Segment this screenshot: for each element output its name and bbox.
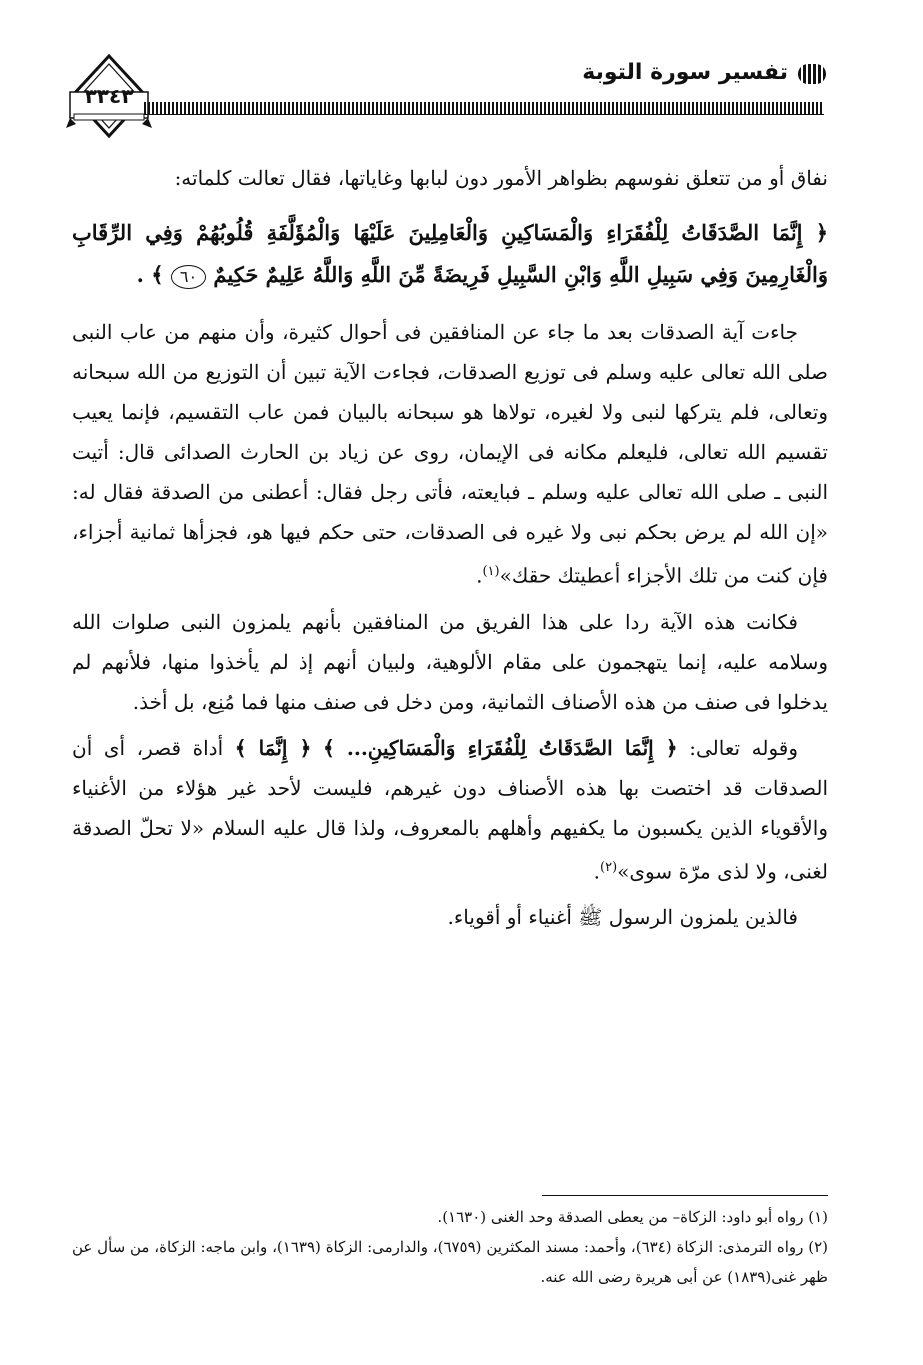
quoted-word-innama: ﴿ إِنَّمَا ﴾ [234, 735, 312, 760]
paragraph-4-end: . [593, 859, 600, 884]
page-number: ٣٣٤٣ [84, 84, 134, 108]
paragraph-2-text: جاءت آية الصدقات بعد ما جاء عن المنافقين فى أحوال كثيرة، وأن منهم من عاب النبى صلى الله تعالى عليه وسلم فى توزيع الصدقات، فجاءت الآية تبين أن التوزيع من الله سبحانه وتعالى، فلم يتركها لنبى ولا لغيره، تولاها هو سبحانه بالبيان فمن عاب التقسيم، فإنما يعيب تقسيم الله تعالى، فليعلم مكانه فى الإيمان، روى عن زياد بن الحارث الصدائى قال: أتيت النبى ـ صلى الله تعالى عليه وسلم ـ فبايعته، فأتى رجل فقال: أعطنى من الصدقة فقال له: «إن الله لم يرض بحكم نبى ولا غيره فى الصدقات، حتى حكم فيها هو، فجزأها ثمانية أجزاء، فإن كنت من تلك الأجزاء أعطيتك حقك» [72, 320, 828, 588]
paragraph-4 [72, 728, 828, 892]
header-rule [144, 102, 824, 114]
ayah-number: ٦٠ [171, 265, 206, 289]
footnote-2: (٢) رواه الترمذى: الزكاة (٦٣٤)، وأحمد: مسند المكثرين (٦٧٥٩)، والدارمى: الزكاة (١٦٣٩)، وابن ماجه: الزكاة، من سأل عن ظهر غنى(١٨٣٩) عن أبى هريرة رضى الله عنه. [72, 1238, 828, 1286]
paragraph-5: فالذين يلمزون الرسول ﷺ أغنياء أو أقوياء. [447, 905, 798, 930]
footnote-divider [542, 1195, 828, 1196]
footnote-1: (١) رواه أبو داود: الزكاة– من يعطى الصدقة وحد الغنى (١٦٣٠). [437, 1208, 828, 1226]
page-number-badge [66, 50, 152, 150]
surah-title: تفسير سورة التوبة [582, 60, 788, 85]
paragraph-2: جاءت آية الصدقات بعد ما جاء عن المنافقين فى أحوال كثيرة، وأن منهم من عاب النبى صلى الله تعالى عليه وسلم فى توزيع الصدقات، فجاءت الآية تبين أن التوزيع من الله سبحانه وتعالى، فلم يتركها لنبى ولا لغيره، تولاها هو سبحانه بالبيان فمن عاب التقسيم، فإنما يعيب تقسيم الله تعالى، فليعلم مكانه فى الإيمان، روى عن زياد بن الحارث الصدائى قال: أتيت النبى ـ صلى الله تعالى عليه وسلم ـ فبايعته، فأتى رجل فقال: أعطنى من الصدقة فقال له: «إن الله لم يرض بحكم نبى ولا غيره فى الصدقات، حتى حكم فيها هو، فجزأها ثمانية أجزاء، فإن كنت من تلك الأجزاء أعطيتك حقك»$^{(١)}$. [72, 320, 828, 588]
header-rule-line [144, 114, 824, 115]
page-header [66, 50, 828, 160]
quran-verse-block [72, 212, 828, 296]
footnote-ref-2[interactable]: (٢) [600, 859, 618, 875]
footnotes [72, 1202, 828, 1292]
title-ornament-icon [798, 64, 826, 84]
footnote-ref-1[interactable]: (١) [482, 564, 500, 579]
paragraph-4-text: أداة قصر، أى أن الصدقات قد اختصت بها هذه الأصناف دون غيرهم، فليست لأحد غير هؤلاء من الأغنياء والأقوياء الذين يكسبون ما يكفيهم وأهلهم بالمعروف، ولذا قال عليه السلام «لا تحلّ الصدقة لغنى، ولا لذى مرّة سوى» [72, 735, 828, 884]
quoted-verse: ﴿ إِنَّمَا الصَّدَقَاتُ لِلْفُقَرَاءِ وَالْمَسَاكِينِ... ﴾ [322, 735, 678, 760]
paragraph-1: نفاق أو من تتعلق نفوسهم بظواهر الأمور دون لبابها وغاياتها، فقال تعالت كلماته: [174, 166, 828, 190]
paragraph-3: فكانت هذه الآية ردا على هذا الفريق من المنافقين بأنهم يلمزون النبى صلوات الله وسلامه عليه، إنما يتهجمون على مقام الألوهية، ولبيان أنهم إذ لم يأخذوا منها، فلأنهم لم يدخلوا فى صنف من هذه الأصناف الثمانية، ومن دخل فى صنف منها فما مُنِع، بل أخذ. [72, 609, 828, 714]
paragraph-4-intro: وقوله تعالى: [689, 735, 799, 760]
quran-verse: ﴿ إِنَّمَا الصَّدَقَاتُ لِلْفُقَرَاءِ وَالْمَسَاكِينِ وَالْعَامِلِينَ عَلَيْهَا وَالْمُؤَلَّفَةِ قُلُوبُهُمْ وَفِي الرِّقَابِ وَالْغَارِمِينَ وَفِي سَبِيلِ اللَّهِ وَابْنِ السَّبِيلِ فَرِيضَةً مِّنَ اللَّهِ وَاللَّهُ عَلِيمٌ حَكِيمٌ [72, 220, 828, 287]
verse-end-mark: ﴾ . [136, 262, 164, 287]
main-text [72, 158, 828, 943]
